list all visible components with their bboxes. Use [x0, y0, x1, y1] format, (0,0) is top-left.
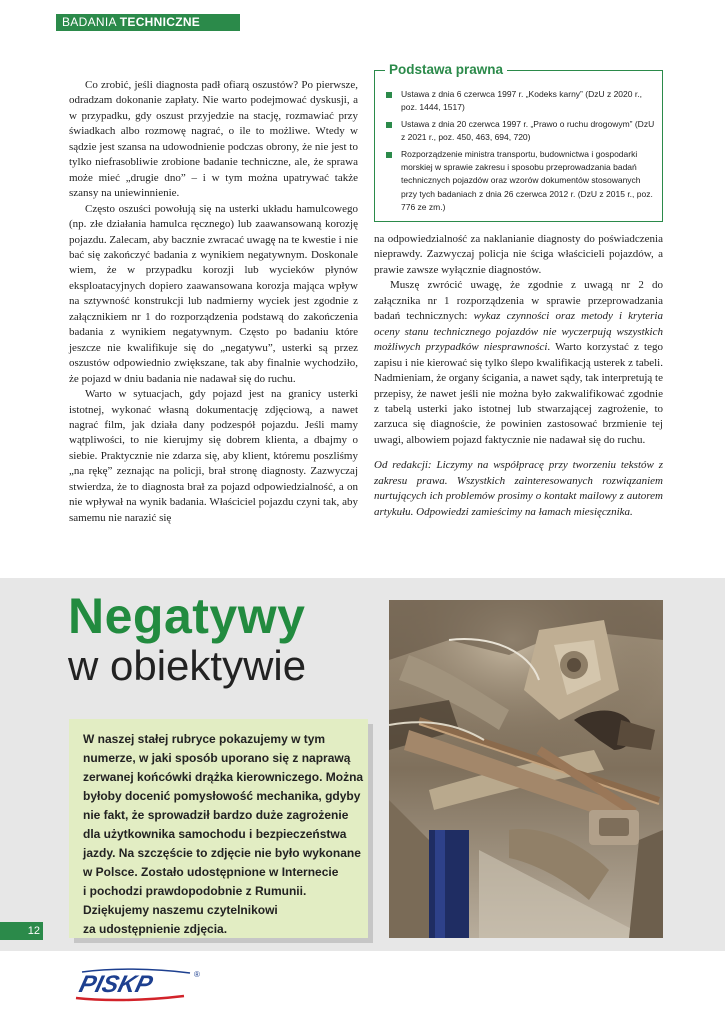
note-line: jazdy. Na szczęście to zdjęcie nie było wykonane	[83, 846, 361, 860]
text-run: . Warto korzystać z tego zapisu i nie kierować się tylko ślepo kwalifikacją usterek z tabeli. Nadmieniam, że organy ścigania, a nawet sądy, tak interpretują te przepisy, że nawet jeśli nie można było zakwalifikować zgodnie z tabelą usterki jako istotnej lub stwarzającej zagrożenie, to zarzuca się diagnoście, że powinien zastosować brzmienie tej uwagi, albowiem pojazd faktycznie nie nadawał się do ruchu.	[374, 341, 663, 446]
note-line: w Polsce. Zostało udostępnione w Internecie	[83, 865, 339, 879]
page-number: 12	[0, 922, 43, 940]
paragraph: na odpowiedzialność za naklanianie diagnosty do poświadczenia nieprawdy. Zazwyczaj policja nie ściga właścicieli pojazdów, a prawie zawsze wyłącznie diagnostów.	[374, 233, 663, 276]
bullet-square-icon	[386, 122, 392, 128]
note-line: numerze, w jaki sposób uporano się z naprawą	[83, 751, 351, 765]
list-item	[386, 88, 656, 115]
list-item	[386, 148, 656, 215]
note-line: zerwanej końcówki drążka kierowniczego. Można	[83, 770, 364, 784]
left-column	[69, 78, 358, 526]
right-column	[374, 232, 663, 520]
photo-illustration	[389, 600, 663, 938]
legal-basis-list	[386, 88, 656, 218]
editorial-note: Od redakcji: Liczymy na współpracę przy tworzeniu tekstów z zakresu prawa. Wszystkich zainteresowanych rozwiązaniem nurtujących ich problemów prosimy o kontakt mailowy z autorem artykułu. Odpowiedzi zamieścimy na łamach miesięcznika.	[374, 459, 663, 518]
feature-title: Negatywy	[68, 588, 306, 644]
note-line: dla użytkownika samochodu i bezpieczeństwa	[83, 827, 347, 841]
feature-description-box	[69, 719, 368, 938]
section-label-light: BADANIA	[62, 15, 120, 29]
svg-text:PISKP: PISKP	[76, 971, 156, 998]
paragraph: Często oszuści powołują się na usterki układu hamulcowego (np. złe działania hamulca ręcznego) lub zaawansowaną korozję pojazdu. Zalecam, aby bacznie zwracać uwagę na te kwestie i nie bać się zakończyć badania z wynikiem negatywnym. Doskonale wiem, że w przypadku korozji lub wycieków płynów eksploatacyjnych dopiero zaawansowana korozja mająca wpływ na sztywność konstrukcji lub nadmierny wyciek jest zgodnie z załącznikiem nr 1 do rozporządzenia podstawą do zakończenia badania z wynikiem negatywnym. Często po badaniu które jeszcze nie kwalifikuje się do „negatywu”, usterki są przez oszustów odpowiednio zwiększane, tak aby finalnie wychodziło, że pojazd w dniu badania nie nadawał się do ruchu.	[69, 202, 358, 385]
paragraph	[374, 278, 663, 448]
note-line: nie fakt, że sprowadził bardzo duże zagrożenie	[83, 808, 349, 822]
note-line: za udostępnienie zdjęcia.	[83, 922, 228, 936]
quoted-regulation: wykaz czynności oraz metody i kryteria oceny stanu technicznego pojazdów nie wyczerpują wszystkich możliwych przypadków niesprawności	[374, 310, 663, 354]
text-run: Muszę zwrócić uwagę, że zgodnie z uwagą nr 2 do załącznika nr 1 rozporządzenia w sprawie przeprowadzania badań technicznych:	[374, 279, 663, 323]
legal-item-text: Rozporządzenie ministra transportu, budownictwa i gospodarki morskiej w sprawie zakresu i sposobu przeprowadzania badań technicznych pojazdów oraz wzorów dokumentów stosowanych przy tych badaniach z dnia 26 czerwca 2012 r. (DzU z 2015 r., poz. 776 ze zm.)	[401, 148, 653, 213]
piskp-logo-mark	[72, 968, 207, 1004]
piskp-logo	[72, 968, 207, 1004]
bullet-square-icon	[386, 92, 392, 98]
list-item	[386, 118, 656, 145]
car-suspension-photo	[389, 600, 663, 938]
svg-text:®: ®	[194, 970, 200, 979]
legal-basis-title: Podstawa prawna	[385, 62, 507, 78]
legal-item-text: Ustawa z dnia 20 czerwca 1997 r. „Prawo o ruchu drogowym” (DzU z 2021 r., poz. 450, 463, 694, 720)	[401, 118, 655, 143]
legal-item-text: Ustawa z dnia 6 czerwca 1997 r. „Kodeks karny” (DzU z 2020 r., poz. 1444, 1517)	[401, 89, 642, 113]
bullet-square-icon	[386, 152, 392, 158]
note-line: Dziękujemy naszemu czytelnikowi	[83, 903, 278, 917]
section-label-bold: TECHNICZNE	[119, 15, 201, 29]
legal-basis-box	[374, 70, 663, 222]
note-line: byłoby docenić pomysłowość mechanika, gdyby	[83, 789, 361, 803]
paragraph: Warto w sytuacjach, gdy pojazd jest na granicy usterki istotnej, wykonać własną dokumentację zdjęciową, a nawet nagrać film, jak działa dany podzespół pojazdu. Jeśli mamy wątpliwości, to nie kierujmy się dobrem klienta, a dbajmy o siebie. Praktycznie nie zdarza się, aby klient, któremu poszliśmy „na rękę” zeznając na policji, brał stronę diagnosty. Zazwyczaj stwierdza, że to diagnosta brał za pojazd odpowiedzialność, a on nie wpływał na wynik badania. Właściciel pojazdu czyni tak, aby samemu nie narazić się	[69, 388, 358, 524]
note-line: W naszej stałej rubryce pokazujemy w tym	[83, 732, 326, 746]
note-line: i pochodzi prawdopodobnie z Rumunii.	[83, 884, 307, 898]
section-header	[56, 14, 240, 31]
feature-subtitle: w obiektywie	[68, 642, 307, 689]
paragraph: Co zrobić, jeśli diagnosta padł ofiarą oszustów? Po pierwsze, odradzam dokonanie zapłaty. Nie warto podejmować dyskusji, a w przypadku, gdy oszust przyjedzie na stację, rozmawiać przy świadkach albo rozmowę nagrać, o ile to możliwe. Wtedy w sądzie jest szansa na udowodnienie podczas obrony, że nie jest to tylko niefrasobliwie zrobione badanie techniczne, ale, że sprawa może mieć „drugie dno” – i w tym można upatrywać także szansy na uniewinnienie.	[69, 79, 358, 200]
